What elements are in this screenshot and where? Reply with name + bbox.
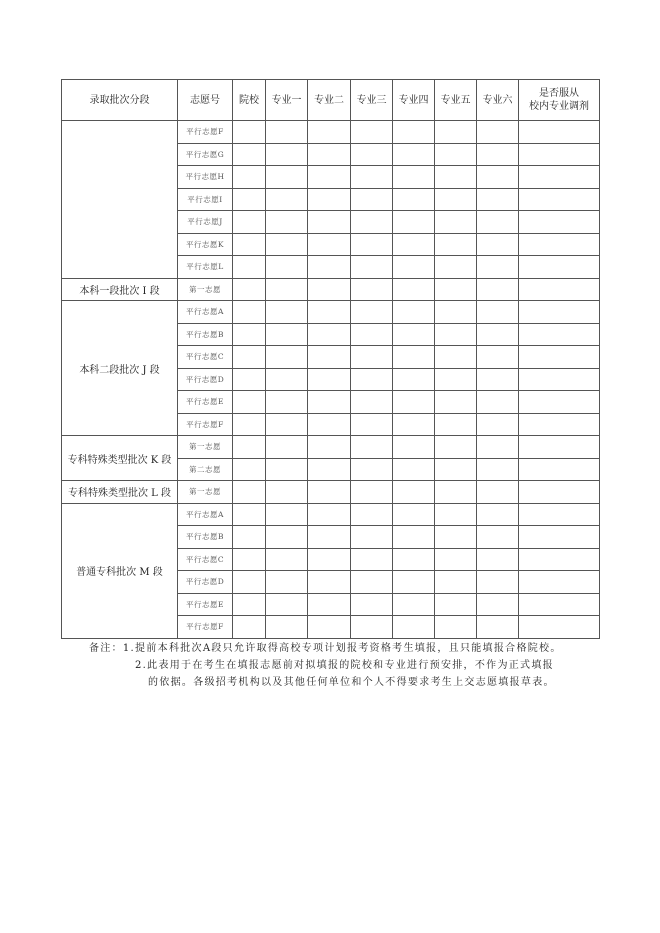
wish-number-cell: 平行志愿A xyxy=(178,301,233,324)
major-3-input-cell[interactable] xyxy=(351,458,393,481)
wish-number-cell: 平行志愿C xyxy=(178,346,233,369)
major-6-input-cell[interactable] xyxy=(477,548,519,571)
accept-adjust-input-cell[interactable] xyxy=(519,346,600,369)
major-5-input-cell[interactable] xyxy=(435,121,477,144)
major-1-input-cell[interactable] xyxy=(266,346,308,369)
wish-number-cell: 平行志愿F xyxy=(178,616,233,639)
wish-number-cell: 平行志愿E xyxy=(178,593,233,616)
major-1-input-cell[interactable] xyxy=(266,256,308,279)
major-6-input-cell[interactable] xyxy=(477,121,519,144)
major-2-input-cell[interactable] xyxy=(308,481,351,504)
major-6-input-cell[interactable] xyxy=(477,593,519,616)
header-batch: 录取批次分段 xyxy=(62,80,178,121)
major-6-input-cell[interactable] xyxy=(477,143,519,166)
major-2-input-cell[interactable] xyxy=(308,323,351,346)
major-1-input-cell[interactable] xyxy=(266,481,308,504)
major-4-input-cell[interactable] xyxy=(393,526,435,549)
major-5-input-cell[interactable] xyxy=(435,143,477,166)
major-4-input-cell[interactable] xyxy=(393,233,435,256)
major-5-input-cell[interactable] xyxy=(435,616,477,639)
major-5-input-cell[interactable] xyxy=(435,458,477,481)
major-6-input-cell[interactable] xyxy=(477,458,519,481)
note-2 xyxy=(89,657,609,691)
major-6-input-cell[interactable] xyxy=(477,166,519,189)
major-3-input-cell[interactable] xyxy=(351,278,393,301)
school-input-cell[interactable] xyxy=(233,571,266,594)
header-major-1: 专业一 xyxy=(266,80,308,121)
school-input-cell[interactable] xyxy=(233,616,266,639)
school-input-cell[interactable] xyxy=(233,593,266,616)
major-6-input-cell[interactable] xyxy=(477,233,519,256)
major-4-input-cell[interactable] xyxy=(393,121,435,144)
major-2-input-cell[interactable] xyxy=(308,368,351,391)
wish-number-cell: 平行志愿D xyxy=(178,571,233,594)
major-4-input-cell[interactable] xyxy=(393,436,435,459)
header-major-5: 专业五 xyxy=(435,80,477,121)
header-major-4: 专业四 xyxy=(393,80,435,121)
major-5-input-cell[interactable] xyxy=(435,548,477,571)
major-2-input-cell[interactable] xyxy=(308,346,351,369)
major-4-input-cell[interactable] xyxy=(393,301,435,324)
accept-adjust-input-cell[interactable] xyxy=(519,458,600,481)
major-1-input-cell[interactable] xyxy=(266,301,308,324)
header-school: 院校 xyxy=(233,80,266,121)
major-1-input-cell[interactable] xyxy=(266,188,308,211)
major-4-input-cell[interactable] xyxy=(393,323,435,346)
school-input-cell[interactable] xyxy=(233,436,266,459)
major-5-input-cell[interactable] xyxy=(435,526,477,549)
major-6-input-cell[interactable] xyxy=(477,616,519,639)
major-5-input-cell[interactable] xyxy=(435,233,477,256)
accept-adjust-input-cell[interactable] xyxy=(519,301,600,324)
wish-number-cell: 第一志愿 xyxy=(178,481,233,504)
school-input-cell[interactable] xyxy=(233,481,266,504)
school-input-cell[interactable] xyxy=(233,548,266,571)
major-3-input-cell[interactable] xyxy=(351,256,393,279)
major-2-input-cell[interactable] xyxy=(308,143,351,166)
major-2-input-cell[interactable] xyxy=(308,166,351,189)
major-1-input-cell[interactable] xyxy=(266,143,308,166)
major-2-input-cell[interactable] xyxy=(308,548,351,571)
header-accept-adjust xyxy=(519,80,600,121)
major-6-input-cell[interactable] xyxy=(477,571,519,594)
wish-number-cell: 平行志愿B xyxy=(178,526,233,549)
major-4-input-cell[interactable] xyxy=(393,211,435,234)
accept-adjust-input-cell[interactable] xyxy=(519,368,600,391)
major-2-input-cell[interactable] xyxy=(308,616,351,639)
wish-number-cell: 平行志愿F xyxy=(178,121,233,144)
major-1-input-cell[interactable] xyxy=(266,458,308,481)
major-5-input-cell[interactable] xyxy=(435,188,477,211)
major-4-input-cell[interactable] xyxy=(393,503,435,526)
major-1-input-cell[interactable] xyxy=(266,121,308,144)
accept-adjust-input-cell[interactable] xyxy=(519,233,600,256)
major-5-input-cell[interactable] xyxy=(435,278,477,301)
major-5-input-cell[interactable] xyxy=(435,503,477,526)
school-input-cell[interactable] xyxy=(233,368,266,391)
wish-number-cell: 第一志愿 xyxy=(178,278,233,301)
wish-number-cell: 平行志愿I xyxy=(178,188,233,211)
major-1-input-cell[interactable] xyxy=(266,503,308,526)
major-5-input-cell[interactable] xyxy=(435,481,477,504)
major-3-input-cell[interactable] xyxy=(351,166,393,189)
major-2-input-cell[interactable] xyxy=(308,436,351,459)
table-row xyxy=(62,121,600,144)
accept-adjust-input-cell[interactable] xyxy=(519,526,600,549)
table-row xyxy=(62,481,600,504)
major-5-input-cell[interactable] xyxy=(435,166,477,189)
accept-adjust-input-cell[interactable] xyxy=(519,278,600,301)
note-2-line-1: 2.此表用于在考生在填报志愿前对拟填报的院校和专业进行预安排，不作为正式填报 xyxy=(135,660,554,671)
batch-cell: 本科一段批次 I 段 xyxy=(62,278,178,301)
accept-adjust-input-cell[interactable] xyxy=(519,143,600,166)
major-1-input-cell[interactable] xyxy=(266,548,308,571)
school-input-cell[interactable] xyxy=(233,413,266,436)
major-3-input-cell[interactable] xyxy=(351,413,393,436)
major-1-input-cell[interactable] xyxy=(266,571,308,594)
major-4-input-cell[interactable] xyxy=(393,593,435,616)
school-input-cell[interactable] xyxy=(233,301,266,324)
header-wish-no: 志愿号 xyxy=(178,80,233,121)
major-2-input-cell[interactable] xyxy=(308,413,351,436)
accept-adjust-input-cell[interactable] xyxy=(519,211,600,234)
accept-adjust-input-cell[interactable] xyxy=(519,571,600,594)
wish-number-cell: 平行志愿G xyxy=(178,143,233,166)
school-input-cell[interactable] xyxy=(233,526,266,549)
header-accept-adjust-line2: 校内专业调剂 xyxy=(529,101,589,112)
major-6-input-cell[interactable] xyxy=(477,278,519,301)
major-3-input-cell[interactable] xyxy=(351,211,393,234)
major-3-input-cell[interactable] xyxy=(351,323,393,346)
accept-adjust-input-cell[interactable] xyxy=(519,413,600,436)
major-2-input-cell[interactable] xyxy=(308,301,351,324)
table-row xyxy=(62,503,600,526)
table-row xyxy=(62,436,600,459)
major-4-input-cell[interactable] xyxy=(393,143,435,166)
wish-number-cell: 平行志愿A xyxy=(178,503,233,526)
major-6-input-cell[interactable] xyxy=(477,346,519,369)
major-4-input-cell[interactable] xyxy=(393,616,435,639)
major-2-input-cell[interactable] xyxy=(308,526,351,549)
major-3-input-cell[interactable] xyxy=(351,346,393,369)
major-4-input-cell[interactable] xyxy=(393,256,435,279)
major-1-input-cell[interactable] xyxy=(266,166,308,189)
wish-number-cell: 平行志愿D xyxy=(178,368,233,391)
major-3-input-cell[interactable] xyxy=(351,616,393,639)
school-input-cell[interactable] xyxy=(233,391,266,414)
wish-number-cell: 第一志愿 xyxy=(178,436,233,459)
wish-number-cell: 平行志愿B xyxy=(178,323,233,346)
accept-adjust-input-cell[interactable] xyxy=(519,593,600,616)
major-1-input-cell[interactable] xyxy=(266,526,308,549)
volunteer-form-table xyxy=(61,79,600,639)
batch-cell: 专科特殊类型批次 K 段 xyxy=(62,436,178,481)
school-input-cell[interactable] xyxy=(233,278,266,301)
major-1-input-cell[interactable] xyxy=(266,391,308,414)
table-row xyxy=(62,301,600,324)
major-5-input-cell[interactable] xyxy=(435,436,477,459)
major-4-input-cell[interactable] xyxy=(393,413,435,436)
major-6-input-cell[interactable] xyxy=(477,323,519,346)
major-6-input-cell[interactable] xyxy=(477,413,519,436)
major-5-input-cell[interactable] xyxy=(435,368,477,391)
major-3-input-cell[interactable] xyxy=(351,593,393,616)
major-4-input-cell[interactable] xyxy=(393,481,435,504)
major-4-input-cell[interactable] xyxy=(393,278,435,301)
major-2-input-cell[interactable] xyxy=(308,256,351,279)
major-4-input-cell[interactable] xyxy=(393,571,435,594)
major-6-input-cell[interactable] xyxy=(477,368,519,391)
major-4-input-cell[interactable] xyxy=(393,548,435,571)
table-body xyxy=(62,121,600,639)
school-input-cell[interactable] xyxy=(233,323,266,346)
accept-adjust-input-cell[interactable] xyxy=(519,323,600,346)
major-5-input-cell[interactable] xyxy=(435,413,477,436)
major-5-input-cell[interactable] xyxy=(435,346,477,369)
wish-number-cell: 平行志愿L xyxy=(178,256,233,279)
major-3-input-cell[interactable] xyxy=(351,143,393,166)
major-2-input-cell[interactable] xyxy=(308,458,351,481)
header-major-3: 专业三 xyxy=(351,80,393,121)
wish-number-cell: 平行志愿C xyxy=(178,548,233,571)
major-6-input-cell[interactable] xyxy=(477,301,519,324)
major-6-input-cell[interactable] xyxy=(477,391,519,414)
accept-adjust-input-cell[interactable] xyxy=(519,166,600,189)
major-1-input-cell[interactable] xyxy=(266,413,308,436)
major-4-input-cell[interactable] xyxy=(393,391,435,414)
batch-cell: 普通专科批次 M 段 xyxy=(62,503,178,638)
major-6-input-cell[interactable] xyxy=(477,211,519,234)
major-3-input-cell[interactable] xyxy=(351,188,393,211)
major-5-input-cell[interactable] xyxy=(435,256,477,279)
header-row xyxy=(62,80,600,121)
major-5-input-cell[interactable] xyxy=(435,323,477,346)
table-row xyxy=(62,278,600,301)
major-3-input-cell[interactable] xyxy=(351,436,393,459)
accept-adjust-input-cell[interactable] xyxy=(519,503,600,526)
major-3-input-cell[interactable] xyxy=(351,571,393,594)
note-1: 备注：1.提前本科批次A段只允许取得高校专项计划报考资格考生填报，且只能填报合格院校。 xyxy=(89,643,562,654)
accept-adjust-input-cell[interactable] xyxy=(519,481,600,504)
batch-cell xyxy=(62,121,178,279)
note-2-line-2: 的依据。各级招考机构以及其他任何单位和个人不得要求考生上交志愿填报草表。 xyxy=(148,677,555,688)
major-6-input-cell[interactable] xyxy=(477,503,519,526)
major-5-input-cell[interactable] xyxy=(435,211,477,234)
major-5-input-cell[interactable] xyxy=(435,593,477,616)
major-5-input-cell[interactable] xyxy=(435,301,477,324)
major-2-input-cell[interactable] xyxy=(308,571,351,594)
major-3-input-cell[interactable] xyxy=(351,481,393,504)
wish-number-cell: 第二志愿 xyxy=(178,458,233,481)
major-1-input-cell[interactable] xyxy=(266,278,308,301)
major-2-input-cell[interactable] xyxy=(308,278,351,301)
major-1-input-cell[interactable] xyxy=(266,368,308,391)
major-1-input-cell[interactable] xyxy=(266,436,308,459)
wish-number-cell: 平行志愿F xyxy=(178,413,233,436)
major-4-input-cell[interactable] xyxy=(393,188,435,211)
wish-number-cell: 平行志愿J xyxy=(178,211,233,234)
batch-cell: 专科特殊类型批次 L 段 xyxy=(62,481,178,504)
header-major-2: 专业二 xyxy=(308,80,351,121)
school-input-cell[interactable] xyxy=(233,233,266,256)
major-1-input-cell[interactable] xyxy=(266,593,308,616)
header-major-6: 专业六 xyxy=(477,80,519,121)
major-2-input-cell[interactable] xyxy=(308,233,351,256)
major-3-input-cell[interactable] xyxy=(351,526,393,549)
accept-adjust-input-cell[interactable] xyxy=(519,391,600,414)
major-6-input-cell[interactable] xyxy=(477,256,519,279)
header-accept-adjust-line1: 是否服从 xyxy=(539,88,579,99)
major-2-input-cell[interactable] xyxy=(308,188,351,211)
major-1-input-cell[interactable] xyxy=(266,616,308,639)
major-6-input-cell[interactable] xyxy=(477,526,519,549)
batch-cell: 本科二段批次 J 段 xyxy=(62,301,178,436)
major-6-input-cell[interactable] xyxy=(477,481,519,504)
major-1-input-cell[interactable] xyxy=(266,211,308,234)
major-6-input-cell[interactable] xyxy=(477,436,519,459)
notes-section xyxy=(89,640,609,691)
major-6-input-cell[interactable] xyxy=(477,188,519,211)
school-input-cell[interactable] xyxy=(233,211,266,234)
major-4-input-cell[interactable] xyxy=(393,346,435,369)
school-input-cell[interactable] xyxy=(233,188,266,211)
major-2-input-cell[interactable] xyxy=(308,211,351,234)
school-input-cell[interactable] xyxy=(233,143,266,166)
school-input-cell[interactable] xyxy=(233,503,266,526)
major-1-input-cell[interactable] xyxy=(266,233,308,256)
accept-adjust-input-cell[interactable] xyxy=(519,121,600,144)
major-2-input-cell[interactable] xyxy=(308,593,351,616)
school-input-cell[interactable] xyxy=(233,121,266,144)
school-input-cell[interactable] xyxy=(233,458,266,481)
major-3-input-cell[interactable] xyxy=(351,233,393,256)
major-3-input-cell[interactable] xyxy=(351,368,393,391)
school-input-cell[interactable] xyxy=(233,166,266,189)
accept-adjust-input-cell[interactable] xyxy=(519,436,600,459)
major-4-input-cell[interactable] xyxy=(393,458,435,481)
major-2-input-cell[interactable] xyxy=(308,503,351,526)
wish-number-cell: 平行志愿E xyxy=(178,391,233,414)
major-3-input-cell[interactable] xyxy=(351,503,393,526)
major-1-input-cell[interactable] xyxy=(266,323,308,346)
accept-adjust-input-cell[interactable] xyxy=(519,256,600,279)
major-3-input-cell[interactable] xyxy=(351,121,393,144)
major-5-input-cell[interactable] xyxy=(435,391,477,414)
accept-adjust-input-cell[interactable] xyxy=(519,188,600,211)
school-input-cell[interactable] xyxy=(233,346,266,369)
major-3-input-cell[interactable] xyxy=(351,301,393,324)
major-4-input-cell[interactable] xyxy=(393,166,435,189)
wish-number-cell: 平行志愿K xyxy=(178,233,233,256)
school-input-cell[interactable] xyxy=(233,256,266,279)
accept-adjust-input-cell[interactable] xyxy=(519,548,600,571)
major-4-input-cell[interactable] xyxy=(393,368,435,391)
major-2-input-cell[interactable] xyxy=(308,121,351,144)
major-3-input-cell[interactable] xyxy=(351,548,393,571)
major-2-input-cell[interactable] xyxy=(308,391,351,414)
major-5-input-cell[interactable] xyxy=(435,571,477,594)
major-3-input-cell[interactable] xyxy=(351,391,393,414)
wish-number-cell: 平行志愿H xyxy=(178,166,233,189)
accept-adjust-input-cell[interactable] xyxy=(519,616,600,639)
